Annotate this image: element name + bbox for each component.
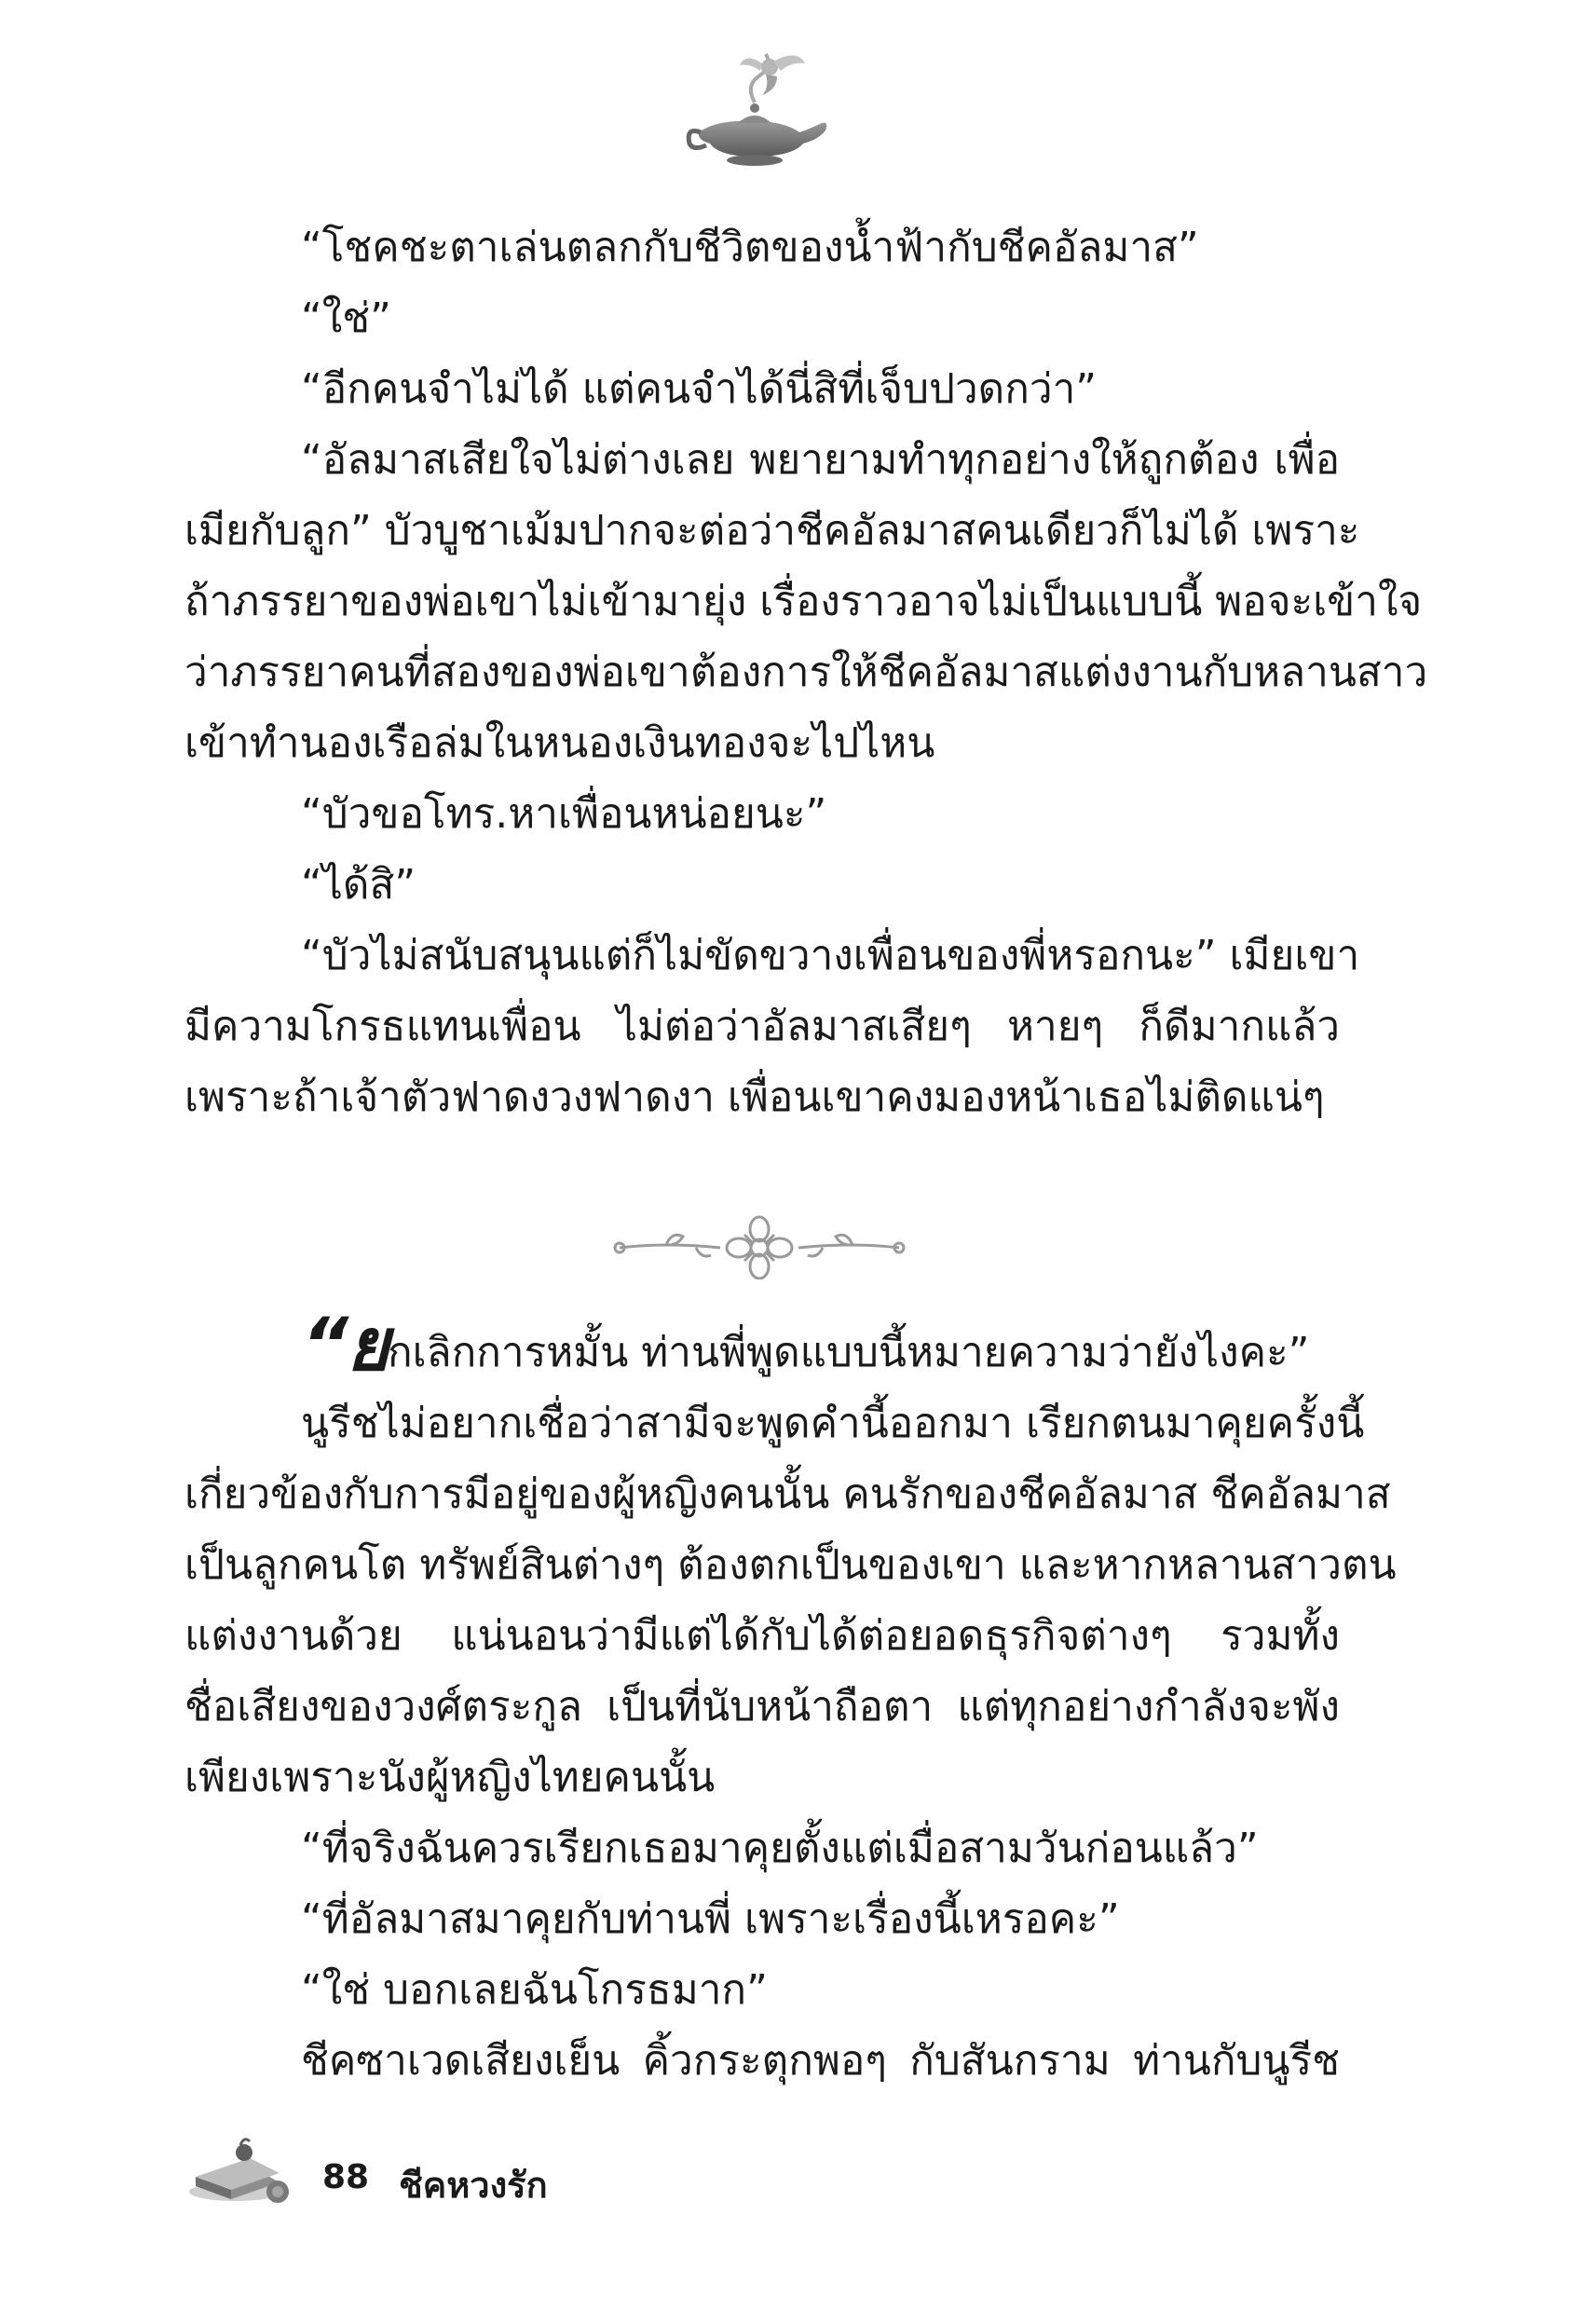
floral-divider-icon (610, 1214, 908, 1279)
paragraph-line: “อีกคนจำไม่ได้ แต่คนจำได้นี่สิที่เจ็บปวดกว่า” (301, 365, 1098, 413)
paragraph-line: เพียงเพราะนังผู้หญิงไทยคนนั้น (184, 1754, 716, 1801)
paragraph-line: เป็นลูกคนโต ทรัพย์สินต่างๆ ต้องตกเป็นของเขา และหากหลานสาวตน (184, 1541, 1397, 1589)
paragraph-line: มีความโกรธแทนเพื่อน ไม่ต่อว่าอัลมาสเสียๆ หายๆ ก็ดีมากแล้ว (184, 1003, 1340, 1050)
paragraph-line: นูรีชไม่อยากเชื่อว่าสามีจะพูดคำนี้ออกมา เรียกตนมาคุยครั้งนี้ (301, 1400, 1365, 1447)
section-two-text (184, 1304, 1397, 2097)
paragraph-line: เกี่ยวข้องกับการมีอยู่ของผู้หญิงคนนั้น คนรักของชีคอัลมาส ชีคอัลมาส (184, 1470, 1391, 1518)
paragraph-line: “ที่อัลมาสมาคุยกับท่านพี่ เพราะเรื่องนี้เหรอคะ” (301, 1895, 1120, 1943)
paragraph-line: ว่าภรรยาคนที่สองของพ่อเขาต้องการให้ชีคอัลมาสแต่งงานกับหลานสาว (184, 649, 1428, 696)
paragraph-line: “อัลมาสเสียใจไม่ต่างเลย พยายามทำทุกอย่างให้ถูกต้อง เพื่อ (301, 436, 1340, 484)
paragraph-line: ถ้าภรรยาของพ่อเขาไม่เข้ามายุ่ง เรื่องราวอาจไม่เป็นแบบนี้ พอจะเข้าใจ (184, 578, 1423, 625)
paragraph-line: “โชคชะตาเล่นตลกกับชีวิตของน้ำฟ้ากับชีคอัลมาส” (301, 224, 1199, 271)
drop-cap: “ย (302, 1304, 388, 1388)
page-number: 88 (322, 2158, 370, 2196)
page-footer (184, 2134, 837, 2218)
paragraph-line: แต่งงานด้วย แน่นอนว่ามีแต่ได้กับได้ต่อยอดธุรกิจต่างๆ รวมทั้ง (184, 1612, 1340, 1660)
opening-line (184, 1304, 1340, 1388)
paragraph-line: “ใช่” (301, 294, 391, 342)
paragraph-line: ชีคซาเวดเสียงเย็น คิ้วกระตุกพอๆ กับสันกราม ท่านกับนูรีช (301, 2037, 1340, 2085)
section-one-text (184, 212, 1428, 1133)
opening-line-text: กเลิกการหมั้น ท่านพี่พูดแบบนี้หมายความว่ายังไงคะ” (387, 1329, 1310, 1376)
paragraph-line: “บัวไม่สนับสนุนแต่ก็ไม่ขัดขวางเพื่อนของพี่หรอกนะ” เมียเขา (301, 932, 1360, 979)
paragraph-line: “บัวขอโทร.หาเพื่อนหน่อยนะ” (301, 790, 827, 838)
cake-ornament-icon (184, 2134, 296, 2208)
paragraph-line: ชื่อเสียงของวงศ์ตระกูล เป็นที่นับหน้าถือตา แต่ทุกอย่างกำลังจะพัง (184, 1683, 1340, 1730)
paragraph-line: เข้าทำนองเรือล่มในหนองเงินทองจะไปไหน (184, 719, 935, 767)
paragraph-line: เพราะถ้าเจ้าตัวฟาดงวงฟาดงา เพื่อนเขาคงมองหน้าเธอไม่ติดแน่ๆ (184, 1073, 1325, 1121)
paragraph-line: “ใช่ บอกเลยฉันโกรธมาก” (301, 1966, 768, 2014)
paragraph-line: “ที่จริงฉันควรเรียกเธอมาคุยตั้งแต่เมื่อสามวันก่อนแล้ว” (301, 1825, 1259, 1872)
book-title: ชีคหวงรัก (399, 2165, 548, 2206)
paragraph-line: “ได้สิ” (301, 861, 416, 909)
genie-lamp-ornament-icon (680, 47, 839, 168)
paragraph-line: เมียกับลูก” บัวบูชาเม้มปากจะต่อว่าชีคอัลมาสคนเดียวก็ไม่ได้ เพราะ (184, 507, 1360, 554)
